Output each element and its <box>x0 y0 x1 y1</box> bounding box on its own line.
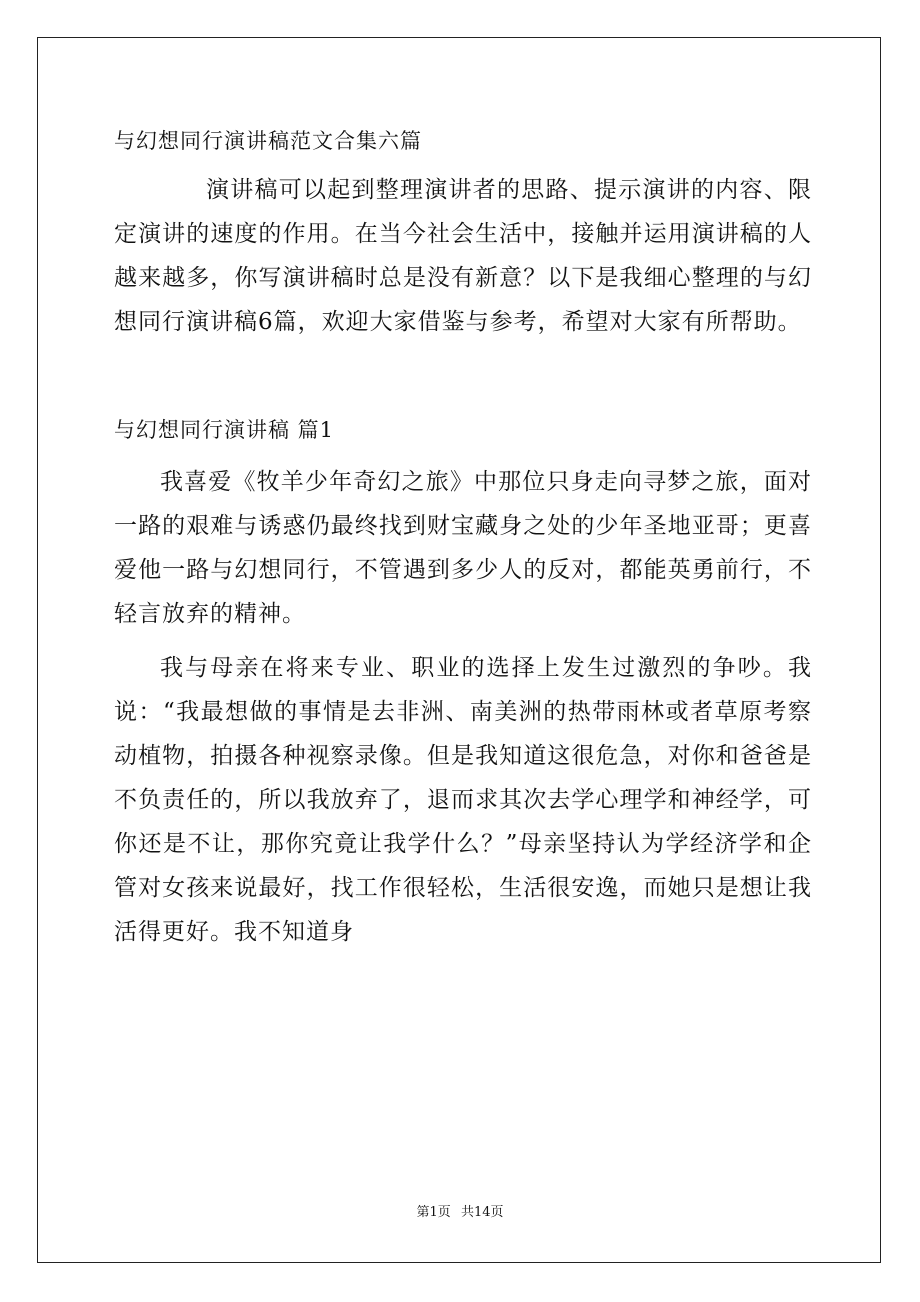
page-number: 第1页 <box>416 1205 451 1220</box>
document-body <box>114 118 812 954</box>
document-title: 与幻想同行演讲稿范文合集六篇 <box>114 129 422 153</box>
section-title: 与幻想同行演讲稿 篇1 <box>114 418 335 442</box>
section-paragraph-2: 我与母亲在将来专业、职业的选择上发生过激烈的争吵。我说：“我最想做的事情是去非洲、南美洲的热带雨林或者草原考察动植物，拍摄各种视察录像。但是我知道这很危急，对你和爸爸是不负责任的，所以我放弃了，退而求其次去学心理学和神经学，可你还是不让，那你究竟让我学什么？”母亲坚持认为学经济学和企管对女孩来说最好，找工作很轻松，生活很安逸，而她只是想让我活得更好。我不知道身 <box>114 655 812 945</box>
page-footer <box>0 1204 920 1222</box>
intro-paragraph: 演讲稿可以起到整理演讲者的思路、提示演讲的内容、限定演讲的速度的作用。在当今社会生活中，接触并运用演讲稿的人越来越多，你写演讲稿时总是没有新意？以下是我细心整理的与幻想同行演讲稿6篇，欢迎大家借鉴与参考，希望对大家有所帮助。 <box>114 177 812 335</box>
section-paragraph-1: 我喜爱《牧羊少年奇幻之旅》中那位只身走向寻梦之旅，面对一路的艰难与诱惑仍最终找到财宝藏身之处的少年圣地亚哥；更喜爱他一路与幻想同行，不管遇到多少人的反对，都能英勇前行，不轻言放弃的精神。 <box>114 469 812 627</box>
page-total: 共14页 <box>460 1205 504 1220</box>
